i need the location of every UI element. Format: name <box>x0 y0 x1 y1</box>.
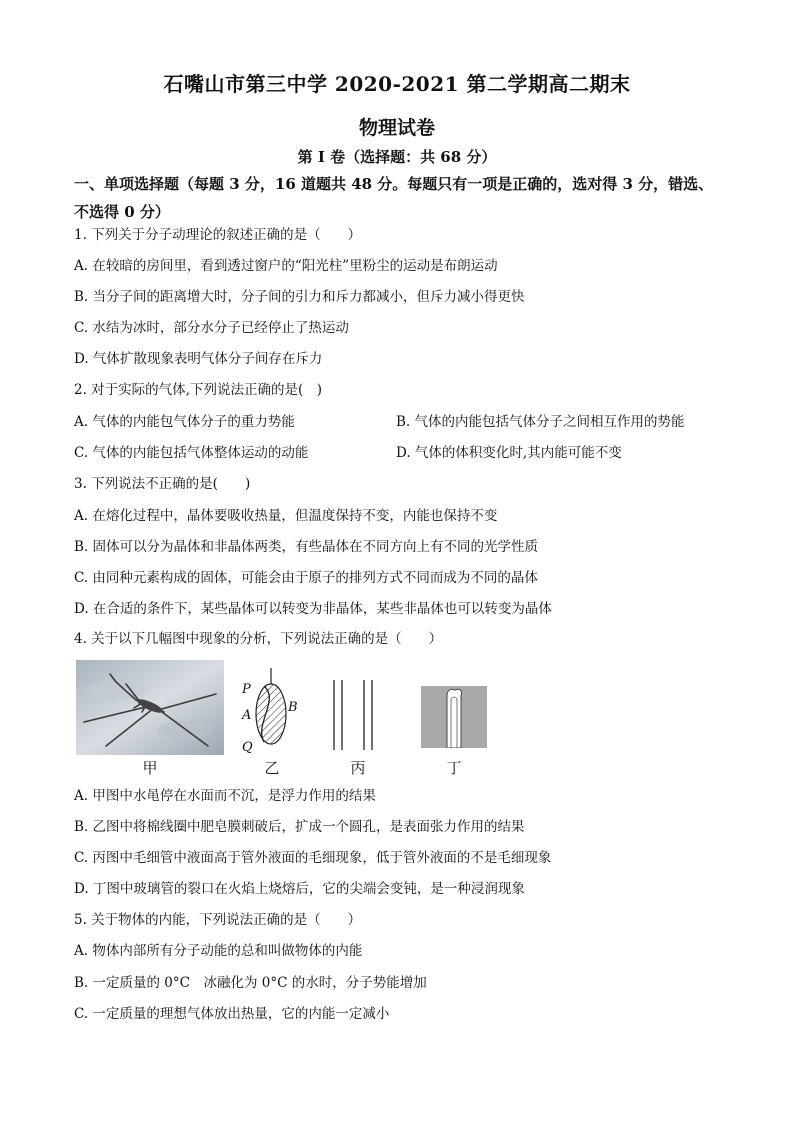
question-1-option-d: D. 气体扩散现象表明气体分子间存在斥力 <box>74 351 323 367</box>
label-p: P <box>242 682 251 697</box>
figure-bing-capillary-tubes <box>326 680 386 756</box>
question-5-option-a: A. 物体内部所有分子动能的总和叫做物体的内能 <box>74 943 363 959</box>
question-1-option-b: B. 当分子间的距离增大时，分子间的引力和斥力都减小，但斥力减小得更快 <box>74 289 525 305</box>
exam-title: 石嘴山市第三中学 2020-2021 第二学期高二期末 <box>163 72 631 96</box>
question-2-stem: 2. 对于实际的气体,下列说法正确的是( ) <box>74 382 322 398</box>
question-5-stem: 5. 关于物体的内能，下列说法正确的是（ ） <box>74 912 362 928</box>
part-heading: 第 I 卷（选择题：共 68 分） <box>297 148 497 166</box>
question-3-stem: 3. 下列说法不正确的是( ) <box>74 476 251 492</box>
question-4-option-c: C. 丙图中毛细管中液面高于管外液面的毛细现象，低于管外液面的不是毛细现象 <box>74 850 552 866</box>
question-3-option-d: D. 在合适的条件下，某些晶体可以转变为非晶体，某些非晶体也可以转变为晶体 <box>74 601 552 617</box>
caption-ding: 丁 <box>446 759 462 777</box>
caption-yi: 乙 <box>264 759 280 777</box>
question-2-option-b: B. 气体的内能包括气体分子之间相互作用的势能 <box>396 414 685 430</box>
question-1-option-a: A. 在较暗的房间里，看到透过窗户的“阳光柱”里粉尘的运动是布朗运动 <box>74 258 498 274</box>
figure-jia-water-strider <box>76 660 224 755</box>
question-2-option-d: D. 气体的体积变化时,其内能可能不变 <box>396 445 622 461</box>
question-3-option-b: B. 固体可以分为晶体和非晶体两类，有些晶体在不同方向上有不同的光学性质 <box>74 539 539 555</box>
question-1-option-c: C. 水结为冰时，部分水分子已经停止了热运动 <box>74 320 349 336</box>
question-4-option-d: D. 丁图中玻璃管的裂口在火焰上烧熔后，它的尖端会变钝，是一种浸润现象 <box>74 881 525 897</box>
caption-jia: 甲 <box>142 759 158 777</box>
question-3-option-c: C. 由同种元素构成的固体，可能会由于原子的排列方式不同而成为不同的晶体 <box>74 570 538 586</box>
question-2-option-c: C. 气体的内能包括气体整体运动的动能 <box>74 445 309 461</box>
figure-ding-glass-tube <box>421 686 487 748</box>
question-4-option-b: B. 乙图中将棉线圈中肥皂膜刺破后，扩成一个圆孔，是表面张力作用的结果 <box>74 819 525 835</box>
question-2-option-a: A. 气体的内能包气体分子的重力势能 <box>74 414 295 430</box>
section-heading: 一、单项选择题（每题 3 分，16 道题共 48 分。每题只有一项是正确的，选对得 3 分，错选、不选得 0 分） <box>74 175 714 221</box>
exam-subject: 物理试卷 <box>358 117 435 139</box>
label-a: A <box>242 708 252 723</box>
question-1-stem: 1. 下列关于分子动理论的叙述正确的是（ ） <box>74 227 362 243</box>
question-4-stem: 4. 关于以下几幅图中现象的分析，下列说法正确的是（ ） <box>74 631 443 647</box>
label-q: Q <box>242 740 253 755</box>
question-4-option-a: A. 甲图中水黾停在水面而不沉，是浮力作用的结果 <box>74 788 376 804</box>
label-b: B <box>288 700 298 715</box>
question-5-option-b: B. 一定质量的 0°C 冰融化为 0°C 的水时，分子势能增加 <box>74 975 427 991</box>
caption-bing: 丙 <box>350 759 366 777</box>
question-3-option-a: A. 在熔化过程中，晶体要吸收热量，但温度保持不变，内能也保持不变 <box>74 508 498 524</box>
question-5-option-c: C. 一定质量的理想气体放出热量，它的内能一定减小 <box>74 1006 390 1022</box>
question-4-figures <box>76 660 496 780</box>
